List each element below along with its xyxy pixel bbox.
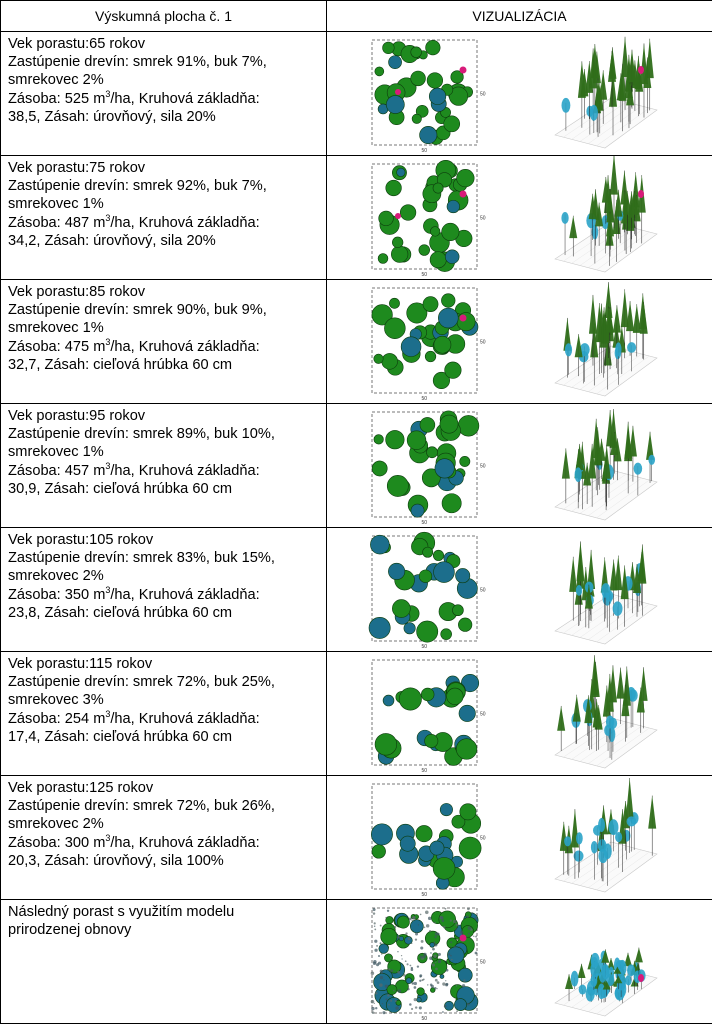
tree-crown [410, 920, 423, 933]
tree-crown [370, 535, 389, 554]
header-plot: Výskumná plocha č. 1 [1, 1, 327, 32]
conifer-tree-3d [589, 295, 597, 334]
visualization-cell [327, 776, 712, 900]
growing-stock: Zásoba: 254 $m^3/ha$, Kruhová základňa: [8, 708, 260, 727]
row-text [1, 528, 327, 652]
basal-area-intervention: 38,5, Zásah: úrovňový, sila 20% [8, 108, 216, 125]
tree-crown [411, 71, 426, 86]
basal-area-intervention: 23,8, Zásah: cieľová hrúbka 60 cm [8, 604, 233, 621]
beech-tree-3d [625, 975, 631, 985]
tree-crown [369, 617, 390, 638]
conifer-tree-3d [635, 948, 643, 963]
tree-crown [372, 461, 387, 476]
conifer-tree-3d [573, 695, 581, 722]
tree-crown [440, 974, 444, 978]
tree-crown [441, 294, 455, 308]
beech-tree-3d [601, 583, 610, 598]
stand-3d-view [555, 282, 657, 396]
tree-crown [459, 837, 481, 859]
species-composition: Zastúpenie drevín: smrek 72%, buk 26%, [8, 798, 275, 815]
tree-crown [445, 250, 459, 264]
stand-age: Vek porastu:115 rokov [8, 656, 153, 672]
stand-3d-view [555, 37, 657, 148]
beech-tree-3d [564, 836, 571, 846]
beech-tree-3d [565, 343, 572, 356]
tree-crown [441, 629, 452, 640]
axis-tick-label: 50 [421, 1016, 428, 1022]
tree-crown [417, 997, 422, 1002]
beech-tree-3d [627, 342, 636, 353]
header-row [1, 1, 712, 32]
tree-crown [419, 570, 432, 583]
tree-crown [435, 459, 454, 478]
beech-tree-3d [561, 212, 568, 224]
table-row-last [1, 900, 712, 1024]
tree-crown [438, 308, 458, 328]
stand-age: Vek porastu:65 rokov [8, 36, 146, 52]
larch-crown [395, 213, 401, 219]
tree-crown [397, 916, 409, 928]
crown-map [372, 411, 486, 526]
tree-crown [375, 733, 397, 755]
follow-up-stand-cont: prirodzenej obnovy [8, 922, 132, 939]
table-row [1, 156, 712, 280]
axis-tick-label: 50 [421, 148, 428, 154]
tree-crown [427, 73, 443, 89]
beech-tree-3d [575, 467, 582, 482]
tree-crown [420, 126, 437, 143]
species-composition-cont: smrekovec 3% [8, 692, 104, 709]
stand-3d-view [555, 778, 657, 892]
tree-crown [407, 431, 426, 450]
larch-tree-3d [638, 190, 644, 198]
tree-crown [423, 547, 433, 557]
beech-tree-3d [579, 985, 587, 995]
beech-tree-3d [627, 964, 635, 976]
tree-crown [426, 40, 441, 55]
tree-crown [406, 978, 412, 984]
conifer-tree-3d [617, 668, 625, 699]
tree-crown [387, 985, 397, 995]
visualization-cell [327, 652, 712, 776]
axis-tick-label: 50 [480, 835, 486, 842]
table-row [1, 404, 712, 528]
tree-crown [412, 114, 421, 123]
tree-crown [417, 621, 438, 642]
beech-tree-3d [604, 844, 612, 860]
row-text [1, 652, 327, 776]
tree-crown [400, 205, 416, 221]
axis-tick-label: 50 [421, 520, 428, 526]
beech-tree-3d [590, 962, 600, 978]
species-composition-cont: smrekovec 1% [8, 444, 104, 461]
larch-tree-3d [638, 66, 644, 74]
species-composition-cont: smrekovec 2% [8, 568, 104, 585]
tree-crown [379, 944, 389, 954]
species-composition: Zastúpenie drevín: smrek 83%, buk 15%, [8, 550, 275, 567]
tree-crown [425, 351, 436, 362]
tree-crown [392, 600, 410, 618]
tree-crown [400, 836, 415, 851]
tree-crown [433, 857, 455, 879]
basal-area-intervention: 17,4, Zásah: cieľová hrúbka 60 cm [8, 728, 233, 745]
tree-crown [375, 67, 384, 76]
beech-tree-3d [613, 601, 623, 616]
tree-crown [447, 200, 460, 213]
tree-crown [420, 417, 435, 432]
tree-crown [411, 504, 424, 517]
growing-stock: Zásoba: 350 $m^3/ha$, Kruhová základňa: [8, 584, 260, 603]
tree-crown [425, 734, 438, 747]
table-row [1, 528, 712, 652]
table-row [1, 776, 712, 900]
tree-crown [379, 211, 394, 226]
tree-crown [460, 456, 470, 466]
conifer-tree-3d [610, 156, 618, 195]
stand-3d-view [555, 948, 657, 1016]
tree-crown [426, 447, 437, 458]
axis-tick-label: 50 [421, 272, 428, 278]
conifer-tree-3d [603, 445, 611, 479]
crown-map [372, 160, 486, 278]
tree-crown [389, 298, 399, 308]
tree-crown [440, 415, 458, 433]
axis-tick-label: 50 [480, 339, 486, 346]
tree-crown [399, 688, 421, 710]
row-text [1, 900, 327, 1024]
tree-crown [391, 246, 408, 263]
axis-tick-label: 50 [480, 91, 486, 98]
tree-crown [430, 227, 440, 237]
tree-crown [386, 180, 402, 196]
tree-crown [411, 47, 422, 58]
species-composition: Zastúpenie drevín: smrek 92%, buk 7%, [8, 178, 267, 195]
species-composition-cont: smrekovec 1% [8, 196, 104, 213]
visualization-cell [327, 280, 712, 404]
tree-crown [433, 183, 443, 193]
tree-crown [454, 999, 466, 1011]
conifer-tree-3d [562, 448, 570, 478]
tree-crown [381, 928, 397, 944]
visualization-cell [327, 32, 712, 156]
tree-crown [401, 337, 421, 357]
axis-tick-label: 50 [480, 959, 486, 966]
stand-age: Vek porastu:95 rokov [8, 408, 146, 424]
basal-area-intervention: 30,9, Zásah: cieľová hrúbka 60 cm [8, 480, 233, 497]
tree-crown [397, 168, 406, 177]
row-text [1, 280, 327, 404]
beech-tree-3d [598, 818, 605, 832]
conifer-tree-3d [648, 796, 656, 829]
axis-tick-label: 50 [480, 587, 486, 594]
tree-crown [384, 318, 405, 339]
crown-map [369, 532, 486, 650]
tree-crown [440, 803, 452, 815]
tree-crown [399, 936, 404, 941]
tree-crown [383, 42, 395, 54]
larch-crown [460, 191, 467, 198]
growing-stock: Zásoba: 475 $m^3/ha$, Kruhová základňa: [8, 336, 260, 355]
growing-stock: Zásoba: 457 $m^3/ha$, Kruhová základňa: [8, 460, 260, 479]
conifer-tree-3d [569, 216, 577, 238]
row-text [1, 32, 327, 156]
axis-tick-label: 50 [480, 215, 486, 222]
tree-crown [419, 245, 430, 256]
beech-tree-3d [606, 715, 614, 728]
tree-crown [416, 825, 432, 841]
axis-tick-label: 50 [421, 644, 428, 650]
visualization-cell [327, 528, 712, 652]
visualization-cell [327, 900, 712, 1024]
species-composition-cont: smrekovec 2% [8, 816, 104, 833]
tree-crown [378, 254, 388, 264]
tree-crown [447, 688, 464, 705]
species-composition: Zastúpenie drevín: smrek 89%, buk 10%, [8, 426, 275, 443]
tree-crown [371, 824, 392, 845]
species-composition-cont: smrekovec 2% [8, 72, 104, 89]
beech-tree-3d [586, 987, 595, 1002]
tree-crown [434, 336, 451, 353]
axis-tick-label: 50 [480, 711, 486, 718]
tree-crown [383, 695, 394, 706]
tree-crown [387, 475, 408, 496]
tree-crown [429, 88, 446, 105]
conifer-tree-3d [557, 706, 565, 731]
tree-crown [434, 562, 455, 583]
stand-3d-view [555, 655, 657, 768]
beech-tree-3d [591, 841, 598, 853]
species-composition: Zastúpenie drevín: smrek 90%, buk 9%, [8, 302, 267, 319]
tree-crown [386, 430, 405, 449]
species-composition: Zastúpenie drevín: smrek 72%, buk 25%, [8, 674, 275, 691]
tree-crown [459, 705, 475, 721]
crown-map [371, 784, 485, 898]
row-text [1, 776, 327, 900]
tree-crown [430, 841, 444, 855]
table-row [1, 32, 712, 156]
tree-crown [457, 169, 475, 187]
growing-stock: Zásoba: 487 $m^3/ha$, Kruhová základňa: [8, 212, 260, 231]
tree-crown [455, 568, 469, 582]
beech-tree-3d [602, 964, 610, 979]
axis-tick-label: 50 [421, 892, 428, 898]
stand-3d-view [555, 156, 657, 272]
tree-crown [430, 252, 446, 268]
row-text [1, 404, 327, 528]
tree-crown [452, 605, 463, 616]
tree-crown [458, 618, 472, 632]
beech-tree-3d [598, 984, 605, 1000]
beech-tree-3d [627, 816, 637, 826]
stand-age: Vek porastu:75 rokov [8, 160, 146, 176]
beech-tree-3d [609, 819, 619, 835]
basal-area-intervention: 32,7, Zásah: cieľová hrúbka 60 cm [8, 356, 233, 373]
larch-crown [460, 935, 467, 942]
tree-crown [460, 804, 476, 820]
beech-tree-3d [648, 455, 655, 465]
beech-tree-3d [576, 832, 583, 844]
visualization-cell [327, 404, 712, 528]
conifer-tree-3d [613, 305, 621, 332]
tree-crown [442, 494, 461, 513]
tree-crown [382, 353, 398, 369]
tree-crown [444, 116, 460, 132]
tree-crown [388, 563, 404, 579]
axis-tick-label: 50 [480, 463, 486, 470]
header-visualization: VIZUALIZÁCIA [327, 1, 712, 32]
basal-area-intervention: 20,3, Zásah: úrovňový, sila 100% [8, 852, 224, 869]
growing-stock: Zásoba: 300 $m^3/ha$, Kruhová základňa: [8, 832, 260, 851]
growing-stock: Zásoba: 525 $m^3/ha$, Kruhová základňa: [8, 88, 260, 107]
row-text [1, 156, 327, 280]
crown-map [372, 40, 486, 154]
species-composition: Zastúpenie drevín: smrek 91%, buk 7%, [8, 54, 267, 71]
tree-crown [389, 56, 402, 69]
tree-crown [445, 362, 462, 379]
tree-crown [433, 550, 443, 560]
visualization-cell [327, 156, 712, 280]
tree-crown [458, 415, 479, 436]
tree-crown [423, 297, 438, 312]
larch-crown [460, 67, 467, 74]
crown-map [372, 288, 486, 402]
beech-tree-3d [571, 971, 579, 987]
tree-crown [421, 688, 434, 701]
tree-crown [442, 223, 459, 240]
stand-3d-view [555, 409, 657, 520]
tree-crown [456, 739, 477, 760]
stand-age: Vek porastu:105 rokov [8, 532, 154, 548]
axis-tick-label: 50 [421, 396, 428, 402]
tree-crown [417, 988, 425, 996]
beech-tree-3d [615, 342, 621, 356]
stand-age: Vek porastu:85 rokov [8, 284, 146, 300]
tree-crown [404, 623, 415, 634]
beech-tree-3d [634, 463, 643, 475]
table-row [1, 652, 712, 776]
axis-tick-label: 50 [421, 768, 428, 774]
tree-crown [374, 354, 383, 363]
stand-3d-view [555, 541, 657, 644]
conifer-tree-3d [578, 964, 586, 978]
tree-crown [374, 435, 384, 445]
crown-map [371, 908, 486, 1022]
tree-crown [392, 237, 403, 248]
larch-crown [460, 315, 467, 322]
tree-crown [457, 313, 475, 331]
larch-tree-3d [638, 974, 644, 982]
tree-crown [386, 96, 404, 114]
beech-tree-3d [561, 98, 570, 113]
stand-age: Vek porastu:125 rokov [8, 780, 154, 796]
conifer-tree-3d [569, 557, 577, 592]
conifer-tree-3d [599, 70, 607, 100]
beech-tree-3d [590, 105, 598, 121]
basal-area-intervention: 34,2, Zásah: úrovňový, sila 20% [8, 232, 216, 249]
tree-crown [372, 845, 386, 859]
larch-crown [395, 89, 401, 95]
crown-map [372, 660, 486, 774]
follow-up-stand: Následný porast s využitím modelu [8, 904, 235, 920]
conifer-tree-3d [576, 541, 584, 581]
species-composition-cont: smrekovec 1% [8, 320, 104, 337]
beech-tree-3d [576, 585, 582, 596]
table-row [1, 280, 712, 404]
